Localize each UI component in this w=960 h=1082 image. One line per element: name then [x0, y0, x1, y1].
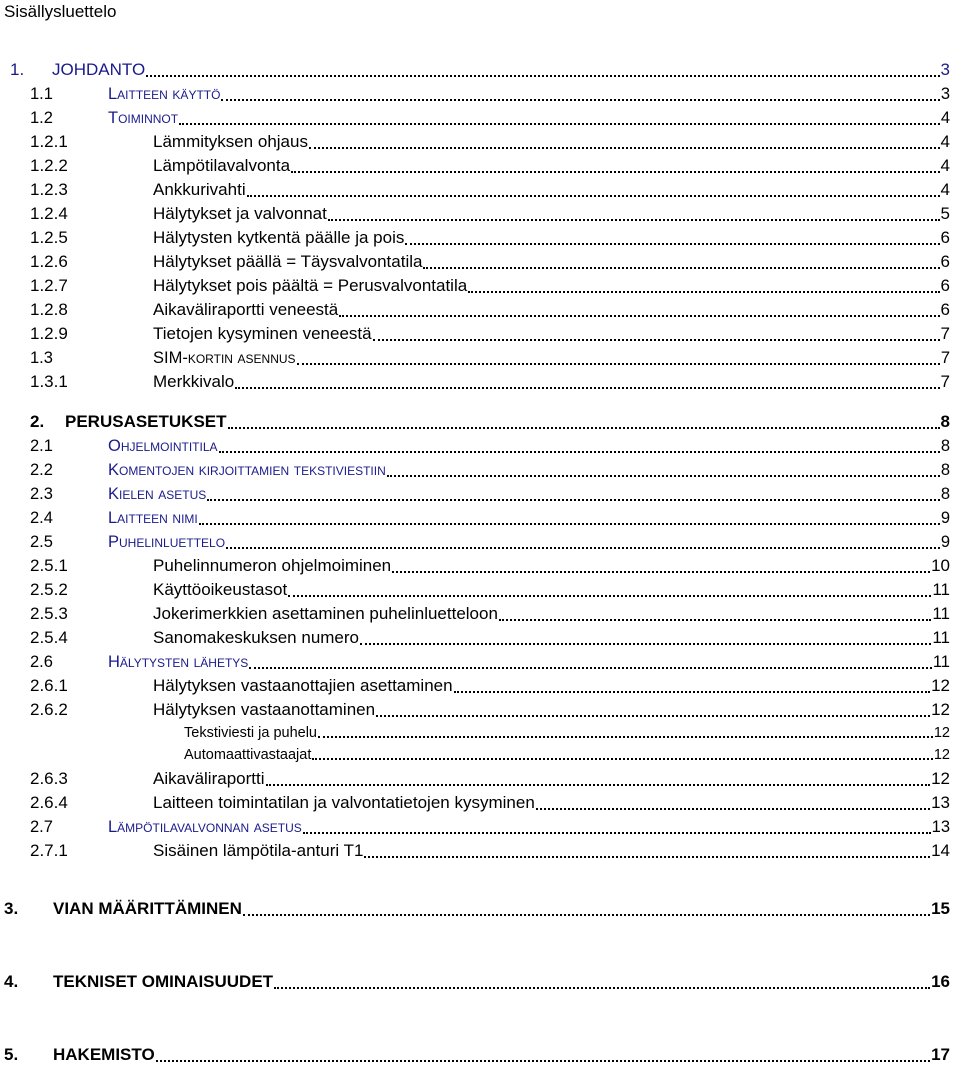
toc-title: Merkkivalo — [153, 372, 235, 391]
toc-title: SIM-kortin asennus — [153, 349, 296, 367]
toc-entry[interactable] — [0, 578, 960, 602]
toc-entry[interactable] — [0, 767, 960, 791]
leader-dots — [536, 804, 930, 810]
toc-page: 10 — [931, 556, 950, 575]
leader-dots — [303, 828, 931, 834]
toc-page: 12 — [931, 769, 950, 788]
toc-number: 2.6.4 — [30, 793, 68, 812]
leader-dots — [235, 383, 939, 389]
toc-title: TEKNISET OMINAISUUDET — [53, 972, 274, 991]
toc-number: 2.6.3 — [30, 769, 68, 788]
leader-dots — [373, 335, 940, 341]
leader-dots — [454, 687, 931, 693]
leader-dots — [312, 754, 933, 760]
toc-title: JOHDANTO — [52, 60, 146, 79]
toc-entry[interactable] — [0, 82, 960, 106]
toc-title: Lämpötilavalvonnan asetus — [108, 818, 302, 836]
toc-page: 4 — [940, 156, 950, 175]
leader-dots — [219, 447, 940, 453]
toc-entry[interactable] — [0, 482, 960, 506]
toc-entry[interactable] — [0, 178, 960, 202]
toc-entry[interactable] — [0, 791, 960, 815]
toc-entry[interactable] — [0, 530, 960, 554]
leader-dots — [309, 143, 940, 149]
toc-page: 12 — [931, 676, 950, 695]
toc-page: 16 — [931, 972, 950, 991]
toc-title: Sanomakeskuksen numero — [153, 628, 360, 647]
toc-entry[interactable] — [0, 506, 960, 530]
toc-page: 11 — [932, 628, 950, 647]
leader-dots — [468, 287, 939, 293]
toc-entry[interactable] — [0, 839, 960, 863]
toc-page: 5 — [940, 204, 950, 223]
toc-title: Komentojen kirjoittamien tekstiviestiin — [108, 461, 386, 479]
toc-title: Ankkurivahti — [153, 180, 246, 199]
toc-title: Ohjelmointitila — [108, 437, 218, 455]
toc-page: 6 — [940, 276, 950, 295]
toc-page: 7 — [940, 372, 950, 391]
toc-page: 13 — [931, 818, 950, 836]
leader-dots — [274, 983, 930, 989]
toc-number: 1.2.7 — [30, 276, 68, 295]
toc-page: 9 — [940, 533, 950, 551]
toc-entry[interactable] — [0, 130, 960, 154]
leader-dots — [226, 543, 940, 549]
toc-entry[interactable] — [0, 154, 960, 178]
toc-entry-johdanto[interactable] — [0, 58, 960, 82]
toc-page: 11 — [932, 653, 950, 671]
toc-page: 4 — [940, 132, 950, 151]
toc-number: 2.6 — [30, 653, 53, 671]
leader-dots — [360, 639, 931, 645]
toc-number: 2.4 — [30, 509, 53, 527]
toc-number: 2.7 — [30, 818, 53, 836]
toc-number: 2. — [30, 412, 45, 431]
toc-title: Kielen asetus — [108, 485, 207, 503]
toc-title: Puhelinluettelo — [108, 533, 226, 551]
toc-page: 8 — [940, 437, 950, 455]
toc-title: Sisäinen lämpötila-anturi T1 — [153, 841, 364, 860]
toc-number: 2.5.2 — [30, 580, 68, 599]
toc-number: 1.2.2 — [30, 156, 68, 175]
toc-entry[interactable] — [0, 815, 960, 839]
toc-entry[interactable] — [0, 346, 960, 370]
toc-page: 6 — [940, 300, 950, 319]
toc-title: Tietojen kysyminen veneestä — [153, 324, 372, 343]
toc-number: 1.3 — [30, 349, 53, 367]
toc-title: Hälytyksen vastaanottaminen — [153, 700, 376, 719]
toc-title: Aikaväliraportti — [153, 769, 265, 788]
toc-entry[interactable] — [0, 721, 960, 743]
toc-page: 7 — [940, 349, 950, 367]
toc-entry[interactable] — [0, 626, 960, 650]
leader-dots — [288, 591, 931, 597]
toc-entry[interactable] — [0, 743, 960, 765]
toc-page: 15 — [931, 899, 950, 918]
toc-page: 11 — [932, 604, 950, 623]
leader-dots — [376, 711, 930, 717]
toc-number: 1.2.9 — [30, 324, 68, 343]
toc-page: 3 — [940, 85, 950, 103]
leader-dots — [405, 239, 939, 245]
toc-title: VIAN MÄÄRITTÄMINEN — [53, 899, 242, 918]
toc-number: 2.7.1 — [30, 841, 68, 860]
toc-page: 12 — [931, 700, 950, 719]
leader-dots — [249, 663, 932, 669]
toc-title: HAKEMISTO — [53, 1045, 155, 1064]
leader-dots — [364, 852, 930, 858]
leader-dots — [156, 1056, 930, 1062]
toc-number: 1.2 — [30, 109, 53, 127]
leader-dots — [499, 615, 931, 621]
toc-entry[interactable] — [0, 106, 960, 130]
toc-number: 2.5.4 — [30, 628, 68, 647]
toc-title: Tekstiviesti ja puhelu — [184, 725, 317, 741]
toc-entry[interactable] — [0, 250, 960, 274]
toc-title: Hälytykset ja valvonnat — [153, 204, 327, 223]
toc-page: 14 — [931, 841, 950, 860]
toc-entry[interactable] — [0, 202, 960, 226]
toc-heading: Sisällysluettelo — [4, 2, 117, 21]
leader-dots — [228, 423, 940, 429]
toc-title: Hälytysten lähetys — [108, 653, 249, 671]
toc-page: 6 — [940, 252, 950, 271]
toc-number: 2.5.1 — [30, 556, 68, 575]
leader-dots — [146, 71, 939, 77]
leader-dots — [266, 780, 931, 786]
leader-dots — [392, 567, 930, 573]
leader-dots — [247, 191, 940, 197]
toc-title: Hälytykset päällä = Täysvalvontatila — [153, 252, 423, 271]
leader-dots — [423, 263, 939, 269]
leader-dots — [207, 495, 940, 501]
toc-number: 1. — [10, 60, 25, 79]
toc-entry-vian-maarittaminen[interactable] — [0, 897, 960, 921]
toc-entry[interactable] — [0, 602, 960, 626]
toc-number: 1.2.5 — [30, 228, 68, 247]
leader-dots — [387, 471, 940, 477]
toc-number: 1.2.3 — [30, 180, 68, 199]
toc-number: 2.1 — [30, 437, 53, 455]
leader-dots — [339, 311, 939, 317]
toc-entry[interactable] — [0, 298, 960, 322]
toc-entry[interactable] — [0, 226, 960, 250]
toc-page: 9 — [940, 509, 950, 527]
toc-number: 5. — [4, 1045, 19, 1064]
toc-title: Hälytykset pois päältä = Perusvalvontatila — [153, 276, 468, 295]
leader-dots — [221, 95, 939, 101]
toc-title: Automaattivastaajat — [184, 747, 312, 763]
toc-number: 1.2.1 — [30, 132, 68, 151]
toc-entry[interactable] — [0, 674, 960, 698]
toc-entry[interactable] — [0, 274, 960, 298]
toc-page: 12 — [933, 747, 950, 763]
leader-dots — [318, 732, 933, 738]
toc-page: 13 — [931, 793, 950, 812]
toc-number: 2.6.1 — [30, 676, 68, 695]
leader-dots — [297, 359, 940, 365]
toc-page: 17 — [931, 1045, 950, 1064]
toc-title: Aikaväliraportti veneestä — [153, 300, 339, 319]
toc-page: 8 — [940, 412, 950, 431]
toc-title: Hälytysten kytkentä päälle ja pois — [153, 228, 405, 247]
toc-number: 2.2 — [30, 461, 53, 479]
toc-page: 7 — [940, 324, 950, 343]
toc-title: Laitteen nimi — [108, 509, 198, 527]
toc-entry[interactable] — [0, 434, 960, 458]
toc-title: Puhelinnumeron ohjelmoiminen — [153, 556, 392, 575]
toc-title: Laitteen toimintatilan ja valvontatietojen kysyminen — [153, 793, 535, 812]
toc-number: 1.2.4 — [30, 204, 68, 223]
toc-number: 1.3.1 — [30, 372, 68, 391]
toc-title: Toiminnot — [108, 109, 179, 127]
leader-dots — [243, 910, 930, 916]
toc-page: 4 — [940, 109, 950, 127]
toc-entry[interactable] — [0, 698, 960, 722]
toc-page: 4 — [940, 180, 950, 199]
toc-title: PERUSASETUKSET — [65, 412, 227, 431]
leader-dots — [199, 519, 940, 525]
toc-title: Lämpötilavalvonta — [153, 156, 291, 175]
toc-title: Jokerimerkkien asettaminen puhelinluetteloon — [153, 604, 498, 623]
leader-dots — [291, 167, 940, 173]
leader-dots — [179, 119, 940, 125]
toc-number: 2.5 — [30, 533, 53, 551]
toc-number: 1.1 — [30, 85, 53, 103]
toc-entry[interactable] — [0, 370, 960, 394]
toc-page: 11 — [932, 580, 950, 599]
toc-number: 2.3 — [30, 485, 53, 503]
toc-entry-tekniset-ominaisuudet[interactable] — [0, 970, 960, 994]
toc-title: Hälytyksen vastaanottajien asettaminen — [153, 676, 453, 695]
toc-entry[interactable] — [0, 322, 960, 346]
toc-entry-perusasetukset[interactable] — [0, 410, 960, 434]
toc-entry-hakemisto[interactable] — [0, 1043, 960, 1067]
toc-page: 3 — [940, 60, 950, 79]
toc-page: 8 — [940, 485, 950, 503]
toc-number: 3. — [4, 899, 19, 918]
toc-page: 8 — [940, 461, 950, 479]
toc-number: 4. — [4, 972, 19, 991]
leader-dots — [328, 215, 940, 221]
toc-entry[interactable] — [0, 554, 960, 578]
toc-page: 12 — [933, 725, 950, 741]
toc-title: Lämmityksen ohjaus — [153, 132, 308, 151]
toc-entry[interactable] — [0, 458, 960, 482]
toc-number: 2.6.2 — [30, 700, 68, 719]
toc-number: 1.2.6 — [30, 252, 68, 271]
toc-number: 1.2.8 — [30, 300, 68, 319]
toc-title: Laitteen käyttö — [108, 85, 221, 103]
toc-entry[interactable] — [0, 650, 960, 674]
toc-page: 6 — [940, 228, 950, 247]
toc-title: Käyttöoikeustasot — [153, 580, 288, 599]
toc-number: 2.5.3 — [30, 604, 68, 623]
